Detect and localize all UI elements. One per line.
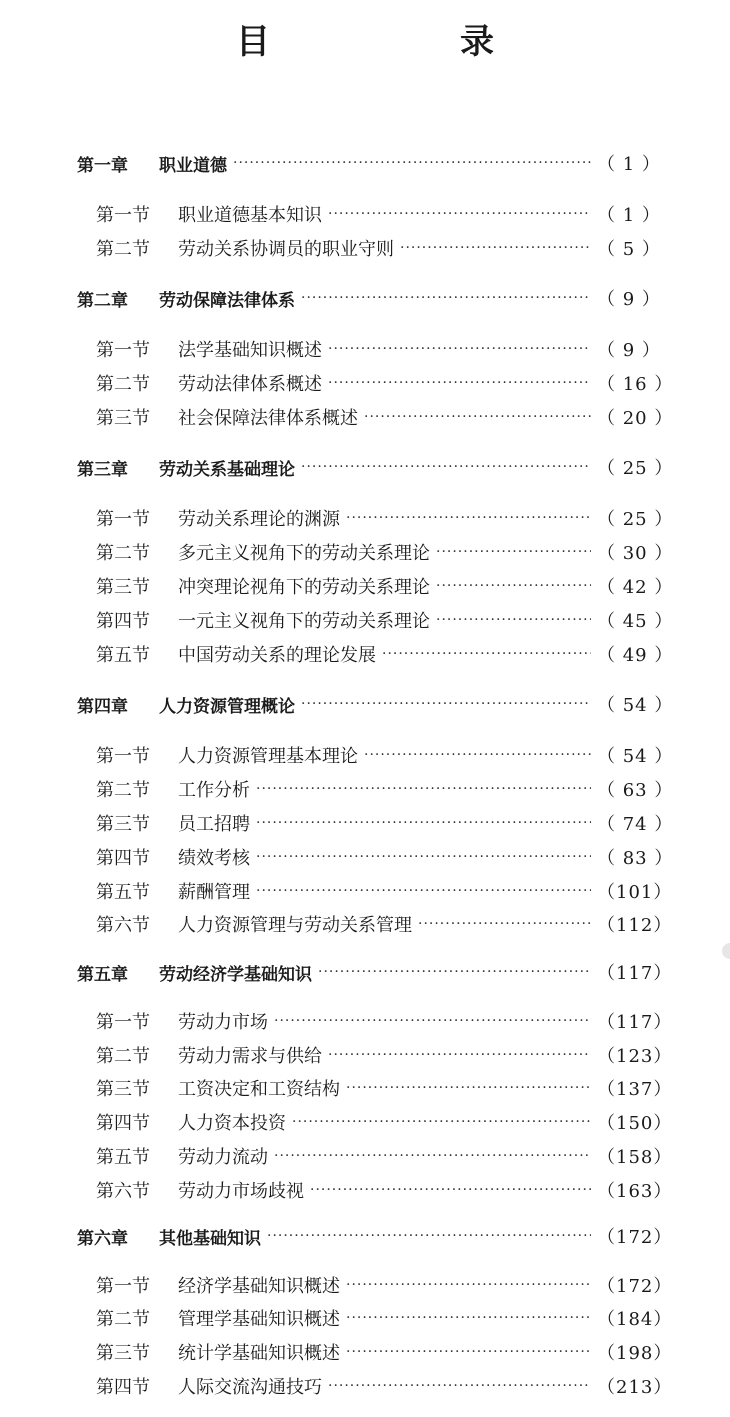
page-number: （ 1 ） bbox=[597, 205, 661, 226]
dot-leader bbox=[292, 1114, 591, 1130]
page-number: （ 20 ） bbox=[597, 408, 674, 429]
dot-leader bbox=[301, 459, 591, 475]
section-title: 劳动力流动 bbox=[178, 1147, 268, 1168]
dot-leader bbox=[301, 696, 591, 712]
page-number: （ 5 ） bbox=[597, 239, 661, 260]
section-title: 社会保障法律体系概述 bbox=[178, 408, 358, 429]
section-number: 第四节 bbox=[96, 1377, 150, 1398]
section-number: 第三节 bbox=[96, 577, 150, 598]
toc-section-entry[interactable] bbox=[0, 368, 730, 398]
section-number: 第三节 bbox=[96, 814, 150, 835]
page-number: （ 83 ） bbox=[597, 848, 674, 869]
page-number: （ 49 ） bbox=[597, 645, 674, 666]
page-number: （117） bbox=[597, 963, 673, 984]
dot-leader bbox=[274, 1013, 591, 1029]
section-title: 管理学基础知识概述 bbox=[178, 1309, 340, 1330]
toc-section-entry[interactable] bbox=[0, 537, 730, 567]
dot-leader bbox=[364, 747, 591, 763]
chapter-title: 职业道德 bbox=[159, 155, 227, 176]
section-number: 第六节 bbox=[96, 1181, 150, 1202]
page-number: （ 45 ） bbox=[597, 611, 674, 632]
page-number: （ 25 ） bbox=[597, 458, 674, 479]
section-title: 多元主义视角下的劳动关系理论 bbox=[178, 543, 430, 564]
dot-leader bbox=[310, 1182, 591, 1198]
section-title: 人力资本投资 bbox=[178, 1113, 286, 1134]
dot-leader bbox=[436, 544, 591, 560]
toc-section-entry[interactable] bbox=[0, 1073, 730, 1103]
toc-section-entry[interactable] bbox=[0, 199, 730, 229]
dot-leader bbox=[256, 781, 591, 797]
dot-leader bbox=[382, 646, 591, 662]
page-number: （137） bbox=[597, 1079, 673, 1100]
dot-leader bbox=[436, 578, 591, 594]
section-title: 中国劳动关系的理论发展 bbox=[178, 645, 376, 666]
page-number: （ 9 ） bbox=[597, 289, 661, 310]
section-number: 第四节 bbox=[96, 1113, 150, 1134]
dot-leader bbox=[328, 341, 591, 357]
section-number: 第四节 bbox=[96, 611, 150, 632]
section-title: 一元主义视角下的劳动关系理论 bbox=[178, 611, 430, 632]
section-number: 第一节 bbox=[96, 509, 150, 530]
section-number: 第四节 bbox=[96, 848, 150, 869]
page-number: （ 1 ） bbox=[597, 154, 661, 175]
chapter-title: 劳动保障法律体系 bbox=[159, 290, 295, 311]
toc-section-entry[interactable] bbox=[0, 1107, 730, 1137]
chapter-number: 第二章 bbox=[77, 290, 128, 311]
page-number: （158） bbox=[597, 1147, 673, 1168]
page-number: （213） bbox=[597, 1377, 673, 1398]
dot-leader bbox=[328, 1378, 591, 1394]
dot-leader bbox=[436, 612, 591, 628]
toc-section-entry[interactable] bbox=[0, 909, 730, 939]
toc-section-entry[interactable] bbox=[0, 774, 730, 804]
toc-section-entry[interactable] bbox=[0, 842, 730, 872]
section-title: 劳动关系协调员的职业守则 bbox=[178, 239, 394, 260]
page-number: （ 42 ） bbox=[597, 577, 674, 598]
page-number: （ 30 ） bbox=[597, 543, 674, 564]
section-number: 第二节 bbox=[96, 780, 150, 801]
section-title: 工资决定和工资结构 bbox=[178, 1079, 340, 1100]
dot-leader bbox=[346, 510, 591, 526]
section-title: 工作分析 bbox=[178, 780, 250, 801]
toc-section-entry[interactable] bbox=[0, 571, 730, 601]
page-number: （ 16 ） bbox=[597, 374, 674, 395]
toc-section-entry[interactable] bbox=[0, 334, 730, 364]
chapter-title: 劳动关系基础理论 bbox=[159, 459, 295, 480]
toc-section-entry[interactable] bbox=[0, 1303, 730, 1333]
section-title: 法学基础知识概述 bbox=[178, 340, 322, 361]
section-number: 第一节 bbox=[96, 746, 150, 767]
section-number: 第六节 bbox=[96, 915, 150, 936]
chapter-number: 第一章 bbox=[77, 155, 128, 176]
dot-leader bbox=[301, 290, 591, 306]
section-title: 职业道德基本知识 bbox=[178, 205, 322, 226]
toc-chapter-entry[interactable] bbox=[0, 283, 730, 313]
section-title: 经济学基础知识概述 bbox=[178, 1276, 340, 1297]
section-title: 劳动力需求与供给 bbox=[178, 1046, 322, 1067]
section-title: 人力资源管理基本理论 bbox=[178, 746, 358, 767]
dot-leader bbox=[328, 1047, 591, 1063]
section-number: 第一节 bbox=[96, 340, 150, 361]
section-number: 第二节 bbox=[96, 1309, 150, 1330]
toc-chapter-entry[interactable] bbox=[0, 452, 730, 482]
dot-leader bbox=[328, 206, 591, 222]
dot-leader bbox=[346, 1344, 591, 1360]
dot-leader bbox=[346, 1080, 591, 1096]
dot-leader bbox=[400, 240, 591, 256]
section-number: 第三节 bbox=[96, 1343, 150, 1364]
dot-leader bbox=[274, 1148, 591, 1164]
section-number: 第一节 bbox=[96, 205, 150, 226]
dot-leader bbox=[267, 1228, 591, 1244]
page-number: （163） bbox=[597, 1181, 673, 1202]
dot-leader bbox=[328, 375, 591, 391]
toc-section-entry[interactable] bbox=[0, 1337, 730, 1367]
page-number: （117） bbox=[597, 1012, 673, 1033]
toc-section-entry[interactable] bbox=[0, 876, 730, 906]
page-number: （172） bbox=[597, 1276, 673, 1297]
section-number: 第五节 bbox=[96, 882, 150, 903]
page-number: （ 9 ） bbox=[597, 340, 661, 361]
dot-leader bbox=[256, 883, 591, 899]
page-number: （150） bbox=[597, 1113, 673, 1134]
dot-leader bbox=[256, 815, 591, 831]
section-number: 第二节 bbox=[96, 543, 150, 564]
chapter-title: 劳动经济学基础知识 bbox=[159, 964, 312, 985]
dot-leader bbox=[233, 155, 591, 171]
page-number: （172） bbox=[597, 1227, 673, 1248]
dot-leader bbox=[346, 1310, 591, 1326]
toc-section-entry[interactable] bbox=[0, 605, 730, 635]
page-number: （184） bbox=[597, 1309, 673, 1330]
toc-section-entry[interactable] bbox=[0, 503, 730, 533]
page-number: （101） bbox=[597, 882, 673, 903]
chapter-title: 其他基础知识 bbox=[159, 1228, 261, 1249]
section-number: 第五节 bbox=[96, 1147, 150, 1168]
section-number: 第二节 bbox=[96, 374, 150, 395]
page-number: （ 54 ） bbox=[597, 746, 674, 767]
toc-section-entry[interactable] bbox=[0, 1270, 730, 1300]
chapter-title: 人力资源管理概论 bbox=[159, 696, 295, 717]
page-number: （ 25 ） bbox=[597, 509, 674, 530]
dot-leader bbox=[318, 964, 591, 980]
section-title: 薪酬管理 bbox=[178, 882, 250, 903]
page-number: （ 54 ） bbox=[597, 695, 674, 716]
dot-leader bbox=[346, 1277, 591, 1293]
section-number: 第三节 bbox=[96, 408, 150, 429]
section-title: 人力资源管理与劳动关系管理 bbox=[178, 915, 412, 936]
toc-section-entry[interactable] bbox=[0, 808, 730, 838]
toc-section-entry[interactable] bbox=[0, 1006, 730, 1036]
chapter-number: 第三章 bbox=[77, 459, 128, 480]
section-number: 第二节 bbox=[96, 1046, 150, 1067]
toc-section-entry[interactable] bbox=[0, 1371, 730, 1401]
toc-chapter-entry[interactable] bbox=[0, 1221, 730, 1251]
section-title: 人际交流沟通技巧 bbox=[178, 1377, 322, 1398]
dot-leader bbox=[256, 849, 591, 865]
section-number: 第三节 bbox=[96, 1079, 150, 1100]
toc-section-entry[interactable] bbox=[0, 402, 730, 432]
section-title: 冲突理论视角下的劳动关系理论 bbox=[178, 577, 430, 598]
section-title: 劳动关系理论的渊源 bbox=[178, 509, 340, 530]
page-number: （112） bbox=[597, 915, 673, 936]
dot-leader bbox=[364, 409, 591, 425]
toc-chapter-entry[interactable] bbox=[0, 689, 730, 719]
page-number: （198） bbox=[597, 1343, 673, 1364]
page-number: （ 74 ） bbox=[597, 814, 674, 835]
section-title: 劳动力市场 bbox=[178, 1012, 268, 1033]
toc-chapter-entry[interactable] bbox=[0, 148, 730, 178]
toc-section-entry[interactable] bbox=[0, 1175, 730, 1205]
toc-section-entry[interactable] bbox=[0, 639, 730, 669]
section-number: 第一节 bbox=[96, 1276, 150, 1297]
page-number: （ 63 ） bbox=[597, 780, 674, 801]
section-title: 劳动力市场歧视 bbox=[178, 1181, 304, 1202]
section-title: 劳动法律体系概述 bbox=[178, 374, 322, 395]
chapter-number: 第五章 bbox=[77, 964, 128, 985]
toc-section-entry[interactable] bbox=[0, 1141, 730, 1171]
section-title: 绩效考核 bbox=[178, 848, 250, 869]
section-number: 第一节 bbox=[96, 1012, 150, 1033]
page-number: （123） bbox=[597, 1046, 673, 1067]
section-number: 第二节 bbox=[96, 239, 150, 260]
chapter-number: 第六章 bbox=[77, 1228, 128, 1249]
toc-section-entry[interactable] bbox=[0, 1040, 730, 1070]
toc-section-entry[interactable] bbox=[0, 740, 730, 770]
toc-section-entry[interactable] bbox=[0, 233, 730, 263]
section-number: 第五节 bbox=[96, 645, 150, 666]
dot-leader bbox=[418, 916, 591, 932]
page-title: 目 录 bbox=[236, 22, 572, 62]
section-title: 员工招聘 bbox=[178, 814, 250, 835]
chapter-number: 第四章 bbox=[77, 696, 128, 717]
toc-chapter-entry[interactable] bbox=[0, 957, 730, 987]
section-title: 统计学基础知识概述 bbox=[178, 1343, 340, 1364]
